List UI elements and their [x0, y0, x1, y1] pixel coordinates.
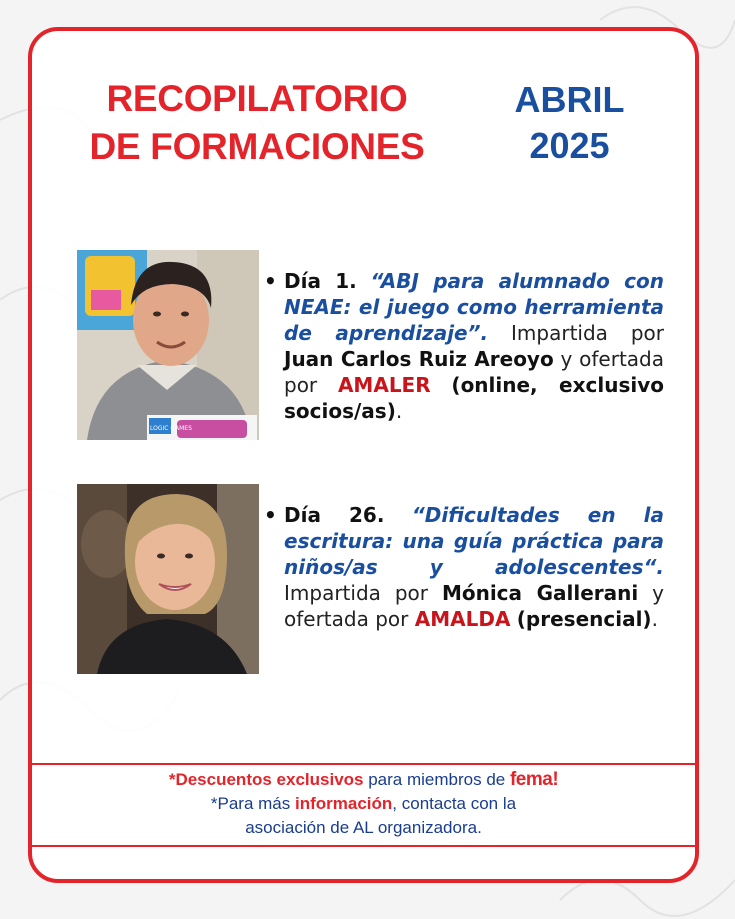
- taught-by-label: Impartida por: [511, 321, 664, 345]
- instructor-photo-1: [77, 250, 259, 440]
- footer-contact-text: , contacta con la: [392, 794, 517, 813]
- bullet-icon: •: [264, 269, 277, 293]
- month-label: ABRIL: [514, 79, 625, 120]
- footer-notes: [32, 768, 695, 840]
- instructor-name: Mónica Gallerani: [441, 581, 639, 605]
- training-day: Día 1.: [284, 269, 357, 293]
- training-day: Día 26.: [284, 503, 385, 527]
- training-entry-2: [264, 502, 665, 632]
- offered-by-label: y ofertada por: [284, 581, 664, 631]
- footer-line-3: asociación de AL organizadora.: [245, 818, 482, 837]
- footer-divider-bottom: [32, 845, 695, 847]
- page-title: [62, 75, 452, 171]
- organizer-name: AMALDA: [414, 607, 511, 631]
- title-line-2: DE FORMACIONES: [89, 126, 425, 167]
- title-line-1: RECOPILATORIO: [106, 78, 408, 119]
- info-highlight: información: [295, 794, 393, 813]
- photo-logo-text: LOGIC GAMES: [150, 425, 192, 432]
- footer-more-prefix: *Para más: [210, 794, 291, 813]
- date-title: [482, 77, 657, 169]
- content-card: [28, 27, 699, 883]
- footer-line-2: [32, 792, 695, 816]
- training-modality: (online, exclusivo socios/as): [284, 373, 664, 423]
- footer-star: *: [168, 770, 176, 789]
- training-entry-1: [264, 268, 665, 424]
- footer-divider-top: [32, 763, 695, 765]
- footer-line-1: [32, 768, 695, 792]
- offered-by-label: y ofertada por: [284, 347, 664, 397]
- taught-by-label: Impartida por: [284, 581, 428, 605]
- instructor-photo-2: [77, 484, 259, 674]
- organizer-name: AMALER: [337, 373, 431, 397]
- training-title: “ABJ para alumnado con NEAE: el juego como herramienta de aprendizaje”.: [284, 269, 665, 345]
- instructor-name: Juan Carlos Ruiz Areoyo: [284, 347, 554, 371]
- training-modality: (presencial): [516, 607, 652, 631]
- footer-members-text: para miembros de: [368, 770, 506, 789]
- end-punctuation: .: [651, 607, 658, 631]
- end-punctuation: .: [395, 399, 403, 423]
- year-label: 2025: [529, 125, 610, 166]
- fema-logo: fema!: [509, 769, 559, 790]
- training-title: “Dificultades en la escritura: una guía práctica para niños/as y adolescentes“.: [284, 503, 665, 579]
- discount-highlight: Descuentos exclusivos: [175, 770, 364, 789]
- bullet-icon: •: [264, 503, 277, 527]
